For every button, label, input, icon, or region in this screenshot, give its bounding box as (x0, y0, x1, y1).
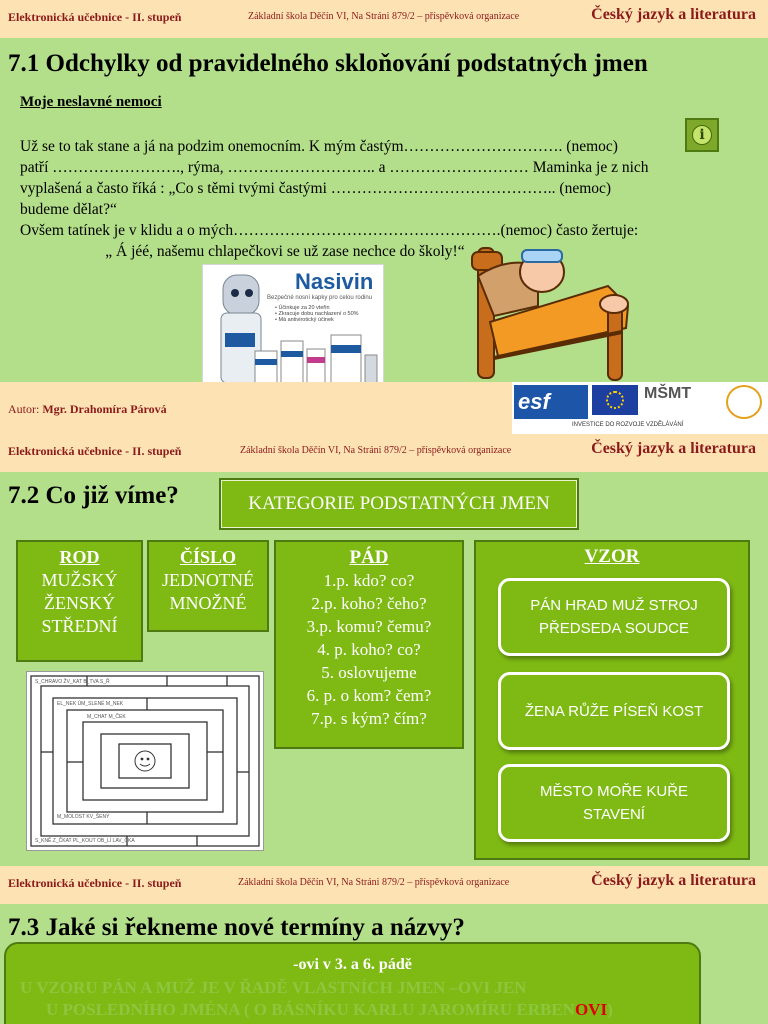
ovi-rule-line (46, 1000, 613, 1020)
author-label: Autor: (8, 402, 40, 416)
rod-item: STŘEDNÍ (41, 616, 118, 636)
text-line: patří ……………………., rýma, ……………………….. a ……………………… Maminka je z nich (20, 159, 649, 176)
slide1-footer (0, 382, 768, 434)
vzor-heading: VZOR (584, 546, 640, 567)
nasivin-brand: Nasivin (295, 269, 374, 294)
cislo-box (147, 540, 269, 632)
pad-heading: PÁD (349, 547, 389, 568)
bullet: • Účinkuje za 20 vteřin (275, 305, 330, 311)
vzor-stredni-button[interactable]: MĚSTO MOŘE KUŘE STAVENÍ (498, 764, 730, 842)
slide1-title: 7.1 Odchylky od pravidelného skloňování podstatných jmen (8, 50, 648, 77)
ovi-rule-line: U VZORU PÁN A MUŽ JE V ŘADĚ VLASTNÍCH JMEN –OVI JEN (20, 978, 527, 997)
text-line: „ Á jéé, našemu chlapečkovi se už zase nechce do školy!“ (20, 243, 465, 260)
pad-item: 6. p. o kom? čem? (306, 686, 432, 705)
pad-item: 7.p. s kým? čím? (311, 709, 427, 728)
vzor-box (474, 540, 750, 860)
sick-child-in-bed-icon (468, 236, 638, 384)
header-center: Základní škola Děčín VI, Na Stráni 879/2 – příspěvková organizace (248, 11, 520, 22)
header-left: Elektronická učebnice - II. stupeň (8, 10, 182, 24)
cislo-item: MNOŽNÉ (169, 593, 247, 613)
info-icon: i (692, 125, 712, 145)
maze-puzzle-image (26, 671, 264, 851)
esf-logo: esf (514, 385, 588, 419)
bullet: • Zkracuje dobu nachlazení o 50% (275, 311, 359, 317)
slide3-header (0, 866, 768, 904)
maze-icon (27, 672, 263, 850)
vzor-zensky-button[interactable]: ŽENA RŮŽE PÍSEŇ KOST (498, 672, 730, 750)
eu-logos-banner (512, 382, 768, 434)
ovi-rule-end: ) (607, 1000, 613, 1019)
text-line: budeme dělat?“ (20, 201, 117, 218)
nasivin-ad-image (202, 264, 384, 392)
header-right: Český jazyk a literatura (591, 872, 756, 889)
pad-item: 1.p. kdo? co? (323, 571, 415, 590)
pad-item: 4. p. koho? co? (317, 640, 421, 659)
slide3-title: 7.3 Jaké si řekneme nové termíny a názvy? (8, 914, 465, 941)
pad-item: 2.p. koho? čeho? (311, 594, 427, 613)
pad-box (274, 540, 464, 749)
text-line: Už se to tak stane a já na podzim onemocním. K mým častým…………………………. (nemoc) (20, 138, 618, 155)
svg-text:EL_NEK ÚM_SLENÉ M_NEK: EL_NEK ÚM_SLENÉ M_NEK (57, 701, 124, 707)
pad-item: 5. oslovujeme (321, 663, 417, 682)
cislo-heading: ČÍSLO (179, 547, 237, 567)
slide1-header (0, 0, 768, 38)
author (8, 402, 167, 417)
svg-text:S_KNĚ Z_ČKAT PL_KOUT OB_: S_KNĚ Z_ČKAT PL_KOUT OB_LÍ LAV_ČKA (35, 838, 135, 844)
bullet: • Má antivirotický účinek (275, 317, 334, 323)
header-left: Elektronická učebnice - II. stupeň (8, 876, 182, 890)
rod-item: MUŽSKÝ (41, 570, 118, 590)
slide2-title: 7.2 Co již víme? (8, 482, 179, 509)
text-line: vyplašená a často říká : „Co s těmi tvými častými …………………………………….. (nemoc) (20, 180, 612, 197)
slide1-subtitle: Moje neslavné nemoci (20, 94, 162, 110)
header-right: Český jazyk a literatura (591, 440, 756, 457)
slide3-content-box (4, 942, 701, 1024)
op-logo-icon (726, 385, 762, 419)
slide2-header (0, 434, 768, 472)
text-line: Ovšem tatínek je v klidu a o mých…………………………………………….(nemoc) často žertuje: (20, 222, 639, 239)
author-name: Mgr. Drahomíra Párová (42, 402, 167, 416)
header-left: Elektronická učebnice - II. stupeň (8, 444, 182, 458)
cislo-item: JEDNOTNÉ (162, 570, 254, 590)
nasivin-tagline: Bezpečné nosní kapky pro celou rodinu (267, 295, 373, 301)
nasivin-bullets (275, 305, 359, 323)
pad-item: 3.p. komu? čemu? (306, 617, 432, 636)
rod-item: ŽENSKÝ (44, 593, 115, 613)
ovi-rule-heading: -ovi v 3. a 6. pádě (293, 956, 412, 973)
vzor-muzsky-button[interactable]: PÁN HRAD MUŽ STROJ PŘEDSEDA SOUDCE (498, 578, 730, 656)
svg-text:M_CHAT M_ČEK: M_CHAT M_ČEK (87, 714, 126, 720)
header-center: Základní škola Děčín VI, Na Stráni 879/2 – příspěvková organizace (240, 445, 512, 456)
header-right: Český jazyk a literatura (591, 6, 756, 23)
investice-text: INVESTICE DO ROZVOJE VZDĚLÁVÁNÍ (572, 422, 684, 428)
header-center: Základní škola Děčín VI, Na Stráni 879/2 – příspěvková organizace (238, 877, 510, 888)
svg-text:S_CHRAVO ŽV_KAT B_TVA: S_CHRAVO ŽV_KAT B_TVA S_Ř (35, 679, 110, 685)
eu-flag-icon (592, 385, 638, 415)
ovi-highlight: OVI (574, 1000, 608, 1019)
svg-text:M_MOLOST KV_ŠENÝ: M_MOLOST KV_ŠENÝ (57, 814, 110, 820)
rod-box (16, 540, 143, 662)
msmt-logo: MŠMT (644, 385, 692, 402)
rod-heading: ROD (59, 547, 100, 567)
ovi-rule-text: U POSLEDNÍHO JMÉNA ( O BÁSNÍKU KARLU JAROMÍRU ERBEN (46, 1000, 575, 1019)
category-title: KATEGORIE PODSTATNÝCH JMEN (219, 478, 579, 530)
